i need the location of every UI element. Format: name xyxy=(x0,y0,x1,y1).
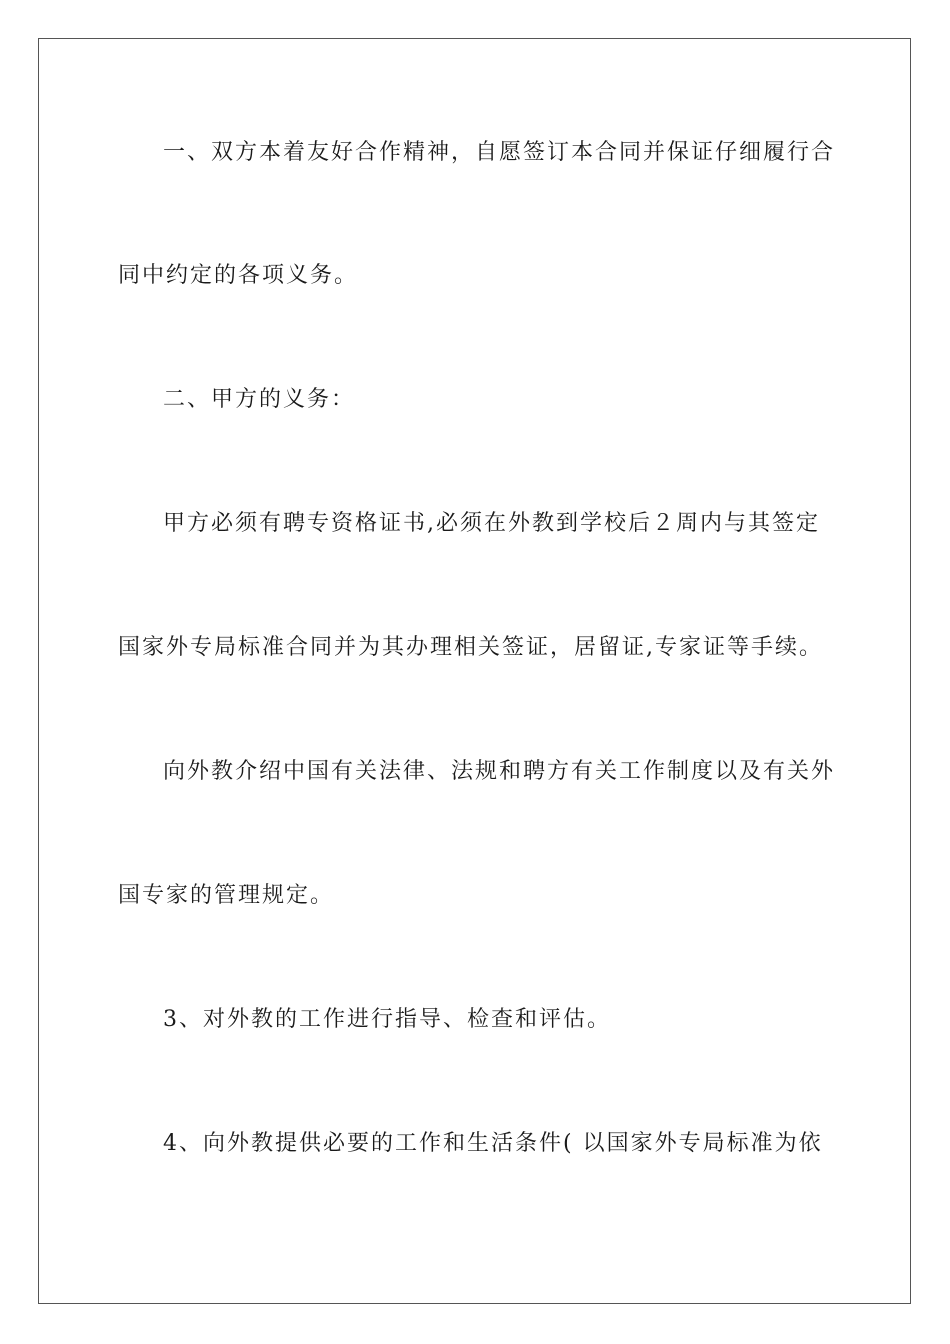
paragraph-1-line-1: 一、双方本着友好合作精神，自愿签订本合同并保证仔细履行合 xyxy=(163,140,836,165)
paragraph-3-line-1: 向外教介绍中国有关法律、法规和聘方有关工作制度以及有关外 xyxy=(163,759,836,784)
item-3: 3、对外教的工作进行指导、检查和评估。 xyxy=(163,1007,611,1032)
paragraph-2-line-1: 甲方必须有聘专资格证书,必须在外教到学校后２周内与其签定 xyxy=(163,511,820,536)
paragraph-1-line-2: 同中约定的各项义务。 xyxy=(118,263,359,288)
paragraph-3-line-2: 国专家的管理规定。 xyxy=(118,883,335,908)
page-border xyxy=(38,38,911,1304)
paragraph-2-line-2: 国家外专局标准合同并为其办理相关签证，居留证,专家证等手续。 xyxy=(118,635,823,660)
section-heading-party-a-obligations: 二、甲方的义务： xyxy=(163,387,356,412)
item-4-line-1: 4、向外教提供必要的工作和生活条件( 以国家外专局标准为依 xyxy=(163,1131,823,1156)
